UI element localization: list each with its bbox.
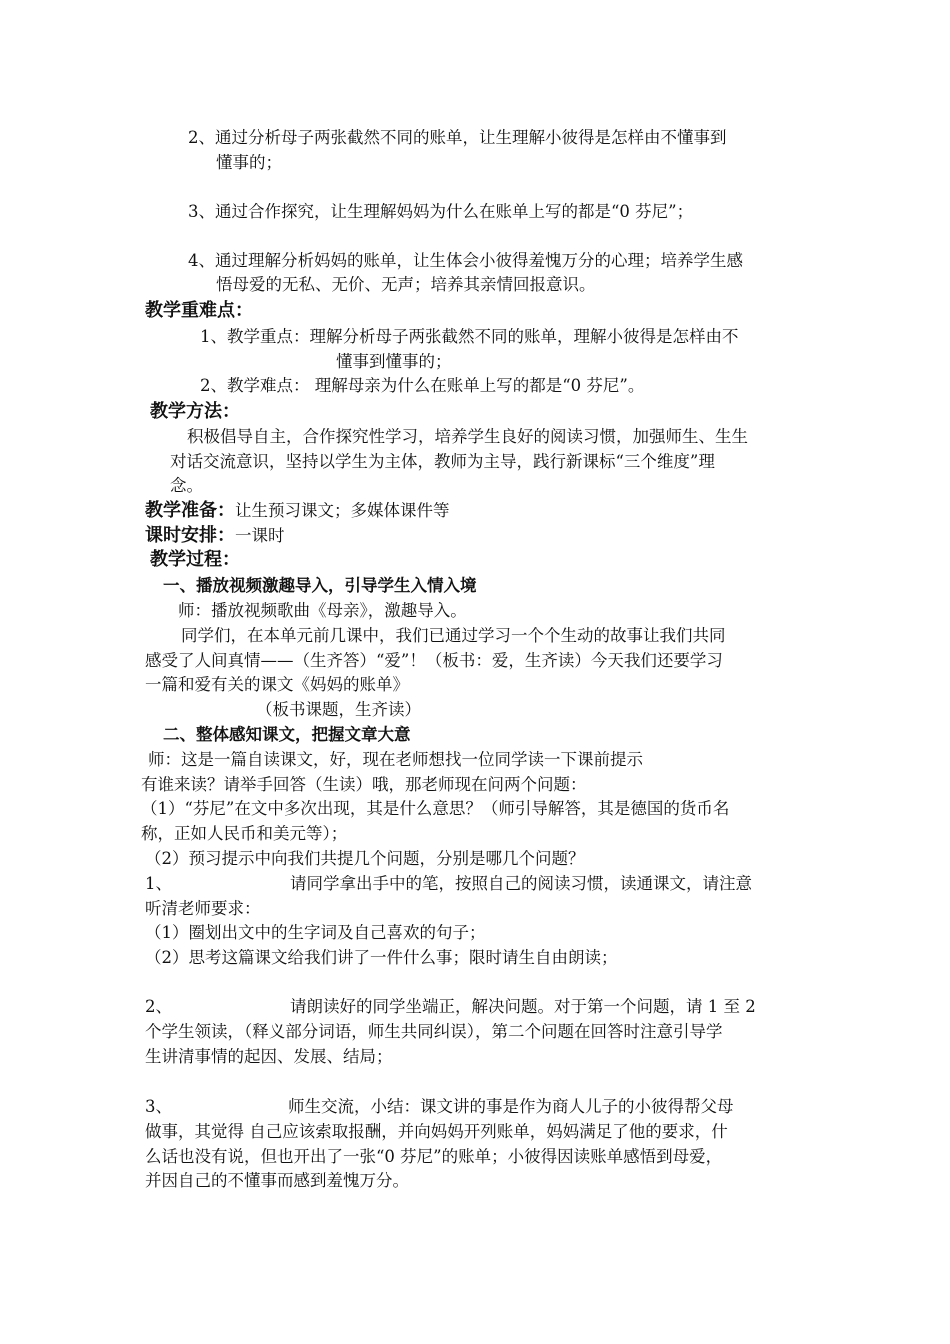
step-1-line-2: 听清老师要求：	[145, 899, 261, 918]
keypoint-1-line-2: 懂事到懂事的；	[336, 352, 452, 371]
objective-4-line-1: 4、通过理解分析妈妈的账单，让生体会小彼得羞愧万分的心理；培养学生感	[188, 251, 743, 270]
step-2-line-1: 请朗读好的同学坐端正，解决问题。对于第一个问题，请 1 至 2	[290, 997, 756, 1016]
keypoints-heading: 教学重难点：	[145, 300, 253, 321]
step-1-line-3: （1）圈划出文中的生字词及自己喜欢的句子；	[145, 923, 486, 942]
section-1-line-5: （板书课题，生齐读）	[256, 700, 421, 719]
section-2-line-5: （2）预习提示中向我们共提几个问题，分别是哪几个问题？	[145, 849, 585, 868]
section-2-line-3: （1）“芬尼”在文中多次出现，其是什么意思？（师引导解答，其是德国的货币名	[141, 799, 730, 818]
objective-2-line-2: 懂事的；	[216, 153, 282, 172]
section-2-heading: 二、整体感知课文，把握文章大意	[163, 725, 411, 744]
schedule-heading: 课时安排：	[145, 525, 235, 546]
section-2-line-4: 称，正如人民币和美元等）；	[141, 824, 348, 843]
step-2-number: 2、	[145, 997, 172, 1016]
section-1-line-2: 同学们，在本单元前几课中，我们已通过学习一个个生动的故事让我们共同	[181, 626, 726, 645]
keypoint-2: 2、教学难点： 理解母亲为什么在账单上写的都是“0 芬尼”。	[200, 376, 645, 395]
step-2-line-3: 生讲清事情的起因、发展、结局；	[145, 1047, 393, 1066]
schedule-line	[145, 524, 285, 548]
section-1-line-4: 一篇和爱有关的课文《妈妈的账单》	[145, 675, 409, 694]
keypoint-1-line-1: 1、教学重点：理解分析母子两张截然不同的账单，理解小彼得是怎样由不	[200, 327, 739, 346]
step-3-line-4: 并因自己的不懂事而感到羞愧万分。	[145, 1171, 409, 1190]
section-2-line-1: 师：这是一篇自读课文，好，现在老师想找一位同学读一下课前提示	[148, 750, 643, 769]
method-line-1: 积极倡导自主，合作探究性学习，培养学生良好的阅读习惯，加强师生、生生	[187, 427, 748, 446]
section-1-heading: 一、播放视频激趣导入，引导学生入情入境	[163, 576, 477, 595]
step-1-number: 1、	[145, 874, 172, 893]
step-1-line-4: （2）思考这篇课文给我们讲了一件什么事；限时请生自由朗读；	[145, 948, 618, 967]
section-1-line-1: 师：播放视频歌曲《母亲》，激趣导入。	[178, 601, 467, 620]
prep-heading: 教学准备：	[145, 500, 235, 521]
prep-line	[145, 499, 450, 523]
process-heading: 教学过程：	[150, 549, 240, 570]
prep-text: 让生预习课文；多媒体课件等	[235, 501, 450, 520]
schedule-text: 一课时	[235, 526, 285, 545]
step-2-line-2: 个学生领读，（释义部分词语，师生共同纠误），第二个问题在回答时注意引导学	[145, 1022, 723, 1041]
objective-2-line-1: 2、通过分析母子两张截然不同的账单，让生理解小彼得是怎样由不懂事到	[188, 128, 727, 147]
method-line-3: 念。	[170, 476, 203, 495]
method-line-2: 对话交流意识，坚持以学生为主体，教师为主导，践行新课标“三个维度”理	[170, 452, 715, 471]
step-3-line-3: 么话也没有说，但也开出了一张“0 芬尼”的账单；小彼得因读账单感悟到母爱，	[145, 1147, 723, 1166]
objective-3: 3、通过合作探究，让生理解妈妈为什么在账单上写的都是“0 芬尼”；	[188, 202, 694, 221]
step-3-number: 3、	[145, 1097, 172, 1116]
section-1-line-3: 感受了人间真情——（生齐答）“爱”！（板书：爱，生齐读）今天我们还要学习	[145, 651, 723, 670]
step-3-line-1: 师生交流，小结：课文讲的事是作为商人儿子的小彼得帮父母	[288, 1097, 734, 1116]
section-2-line-2: 有谁来读？请举手回答（生读）哦，那老师现在问两个问题：	[141, 775, 587, 794]
step-3-line-2: 做事，其觉得 自己应该索取报酬，并向妈妈开列账单，妈妈满足了他的要求，什	[145, 1122, 728, 1141]
step-1-line-1: 请同学拿出手中的笔，按照自己的阅读习惯，读通课文，请注意	[290, 874, 752, 893]
method-heading: 教学方法：	[150, 401, 240, 422]
objective-4-line-2: 悟母爱的无私、无价、无声；培养其亲情回报意识。	[216, 275, 596, 294]
